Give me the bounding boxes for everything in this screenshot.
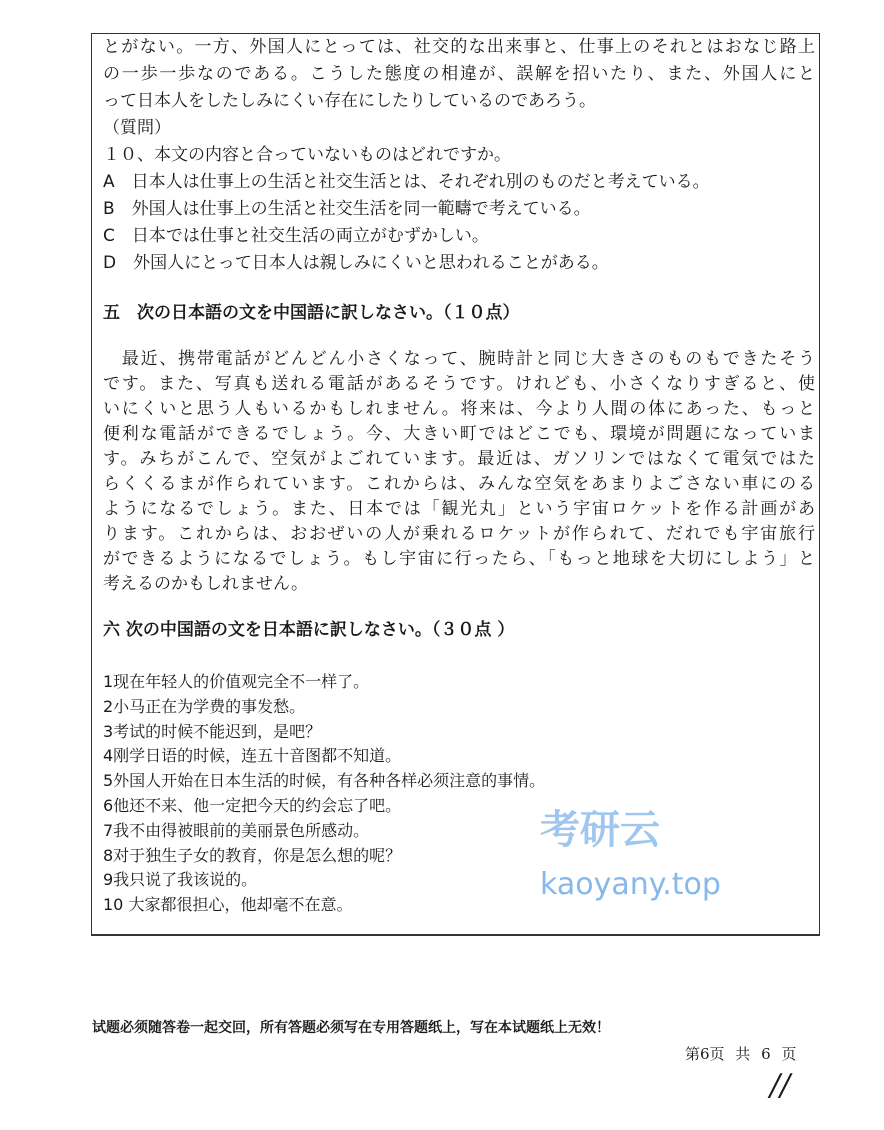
watermark-url: kaoyany.top (540, 867, 721, 902)
passage-end-and-question (103, 34, 815, 277)
passage-line: 最近、携帯電話がどんどん小さくなって、腕時計と同じ大きさのものもできたそう (103, 349, 815, 369)
section-5-heading: 五 次の日本語の文を中国語に訳しなさい。（１０点） (103, 303, 520, 323)
translation-item: 1现在年轻人的价值观完全不一样了。 (103, 672, 370, 691)
passage-line: 考えるのかもしれません。 (103, 574, 309, 594)
translation-item: 9我只说了我该说的。 (103, 870, 258, 890)
passage-line: いにくいと思う人もいるかもしれません。将来は、今より人間の体にあった、もっと (103, 399, 815, 419)
section-6-heading: 六 次の中国語の文を日本語に訳しなさい。（３０点 ） (103, 620, 515, 640)
passage-line: らくくるまが作られています。これからは、みんな空気をあまりよごさない車にのる (103, 474, 815, 494)
passage-line: ができるようになるでしょう。もし宇宙に行ったら、「もっと地球を大切にしよう」と (103, 549, 815, 569)
option-c: C 日本では仕事と社交生活の両立がむずかしい。 (103, 226, 489, 246)
option-d: D 外国人にとって日本人は親しみにくいと思われることがある。 (103, 253, 609, 273)
option-b: B 外国人は仕事上の生活と社交生活を同一範疇で考えている。 (103, 199, 591, 219)
passage-line: す。みちがこんで、空気がよごれています。最近は、ガソリンではなくて電気ではた (103, 449, 815, 469)
passage-line: 便利な電話ができるでしょう。今、大きい町ではどこでも、環境が問題になっていま (103, 424, 815, 444)
translation-item: 10 大家都很担心，他却毫不在意。 (103, 895, 353, 915)
passage-line: ります。これからは、おおぜいの人が乗れるロケットが作られて、だれでも宇宙旅行 (103, 524, 815, 544)
passage-line: って日本人をしたしみにくい存在にしたりしているのであろう。 (103, 91, 596, 111)
section-5-passage (103, 347, 815, 597)
translation-item: 7我不由得被眼前的美丽景色所感动。 (103, 820, 370, 840)
translation-item: 6他还不来、他一定把今天的约会忘了吧。 (103, 795, 402, 815)
passage-line: です。また、写真も送れる電話があるそうです。けれども、小さくなりすぎると、使 (103, 374, 815, 394)
page-number: 第6页 共 6 页 (685, 1045, 797, 1063)
translation-item: 3考试的时候不能迟到，是吧？ (103, 721, 322, 741)
passage-line: ようになるでしょう。また、日本では「観光丸」という宇宙ロケットを作る計画があ (103, 499, 815, 519)
translation-item: 2小马正在为学费的事发愁。 (103, 696, 306, 716)
translation-item: 4刚学日语的时候，连五十音图都不知道。 (103, 746, 402, 766)
question-label: （質問） (103, 118, 171, 138)
section-6-items (103, 670, 815, 918)
translation-item: 5外国人开始在日本生活的时候，有各种各样必须注意的事情。 (103, 771, 546, 791)
watermark-cn: 考研云 (540, 807, 660, 853)
passage-line: の一歩一歩なのである。こうした態度の相違が、誤解を招いたり、また、外国人にと (103, 64, 815, 84)
option-a: A 日本人は仕事上の生活と社交生活とは、それぞれ別のものだと考えている。 (103, 172, 710, 192)
question-10: １０、本文の内容と合っていないものはどれですか。 (103, 145, 511, 165)
handwritten-mark: // (770, 1068, 791, 1103)
passage-line: とがない。一方、外国人にとっては、社交的な出来事と、仕事上のそれとはおなじ路上 (103, 37, 815, 57)
translation-item: 8对于独生子女的教育，你是怎么想的呢？ (103, 845, 402, 865)
footer-notice: 试题必须随答卷一起交回，所有答题必须写在专用答题纸上，写在本试题纸上无效！ (92, 1020, 610, 1036)
